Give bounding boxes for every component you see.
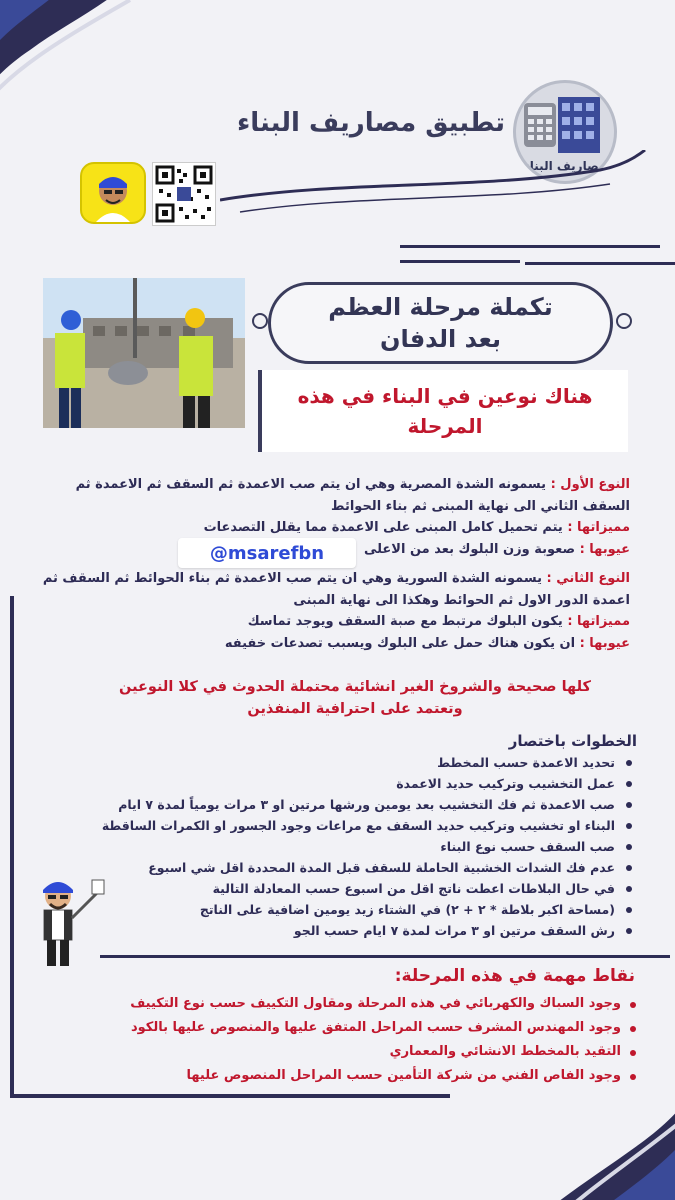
type-two-pros bbox=[40, 611, 630, 633]
type-two-label: النوع الثاني : bbox=[546, 571, 630, 586]
type-one-pros bbox=[40, 517, 630, 539]
logo-caption: مصاريف البناء bbox=[523, 159, 607, 173]
list-item: وجود الفاص الفني من شركة التأمين حسب المراحل المنصوص عليها bbox=[79, 1064, 639, 1088]
list-item: التقيد بالمخطط الانشائي والمعماري bbox=[79, 1040, 639, 1064]
important-title: نقاط مهمة في هذه المرحلة: bbox=[394, 966, 635, 986]
social-handle-link[interactable]: @msarefbn bbox=[178, 538, 356, 568]
type-one-paragraph bbox=[40, 474, 630, 517]
list-item: وجود السباك والكهربائي في هذه المرحلة ومقاول التكييف حسب نوع التكييف bbox=[79, 992, 639, 1016]
corner-wave-decoration-bottom bbox=[525, 1090, 675, 1200]
snapchat-icon[interactable] bbox=[80, 162, 146, 224]
pros-text: يكون البلوك مرتبط مع صبة السقف ويوجد تماسك bbox=[247, 614, 568, 629]
cons-text: صعوبة وزن البلوك بعد من الاعلى bbox=[363, 541, 580, 557]
list-item: صب الاعمدة ثم فك التخشيب بعد يومين ورشها مرتين او ٣ مرات يومياً لمدة ٧ ايام bbox=[115, 794, 635, 815]
list-item: تحديد الاعمدة حسب المخطط bbox=[115, 752, 635, 773]
frame-line-bottom bbox=[10, 1094, 450, 1098]
cons-label: عيوبها : bbox=[579, 541, 630, 557]
frame-line-top-right bbox=[525, 262, 675, 265]
list-item: البناء او تخشيب وتركيب حديد السقف مع مراعات وجود الجسور او الكمرات الساقطة bbox=[115, 815, 635, 836]
warning-note: كلها صحيحة والشروخ الغير انشائية محتملة الحدوث في كلا النوعين وتعتمد على احترافية المنفذين bbox=[119, 679, 591, 717]
list-item: عمل التخشيب وتركيب حديد الاعمدة bbox=[115, 773, 635, 794]
frame-line-left bbox=[10, 596, 14, 1096]
qr-code-icon[interactable] bbox=[152, 162, 216, 226]
type-two-text: يسمونه الشدة السورية وهي ان يتم صب الاعمدة ثم بناء الحوائط ثم السقف ثم اعمدة الدور الاول ثم الحوائط وهكذا الى نهاية المبنى bbox=[42, 571, 630, 608]
type-one-text: يسمونه الشدة المصرية وهي ان يتم صب الاعمدة ثم السقف ثم الاعمدة ثم السقف الثاني الى نهاية المبنى ثم بناء الحوائط bbox=[75, 477, 630, 514]
types-banner bbox=[258, 370, 628, 452]
list-item: صب السقف حسب نوع البناء bbox=[115, 836, 635, 857]
pill-knob-left bbox=[252, 313, 268, 329]
header-decorative-lines bbox=[220, 150, 660, 280]
cons-label: عيوبها : bbox=[579, 635, 630, 651]
engineer-mascot-icon bbox=[28, 872, 108, 972]
list-item: في حال البلاطات اعطت ناتج اقل من اسبوع حسب المعادلة التالية bbox=[115, 878, 635, 899]
type-two-paragraph bbox=[40, 568, 630, 611]
list-item: عدم فك الشدات الخشبية الحاملة للسقف قبل المدة المحددة اقل شي اسبوع bbox=[115, 857, 635, 878]
list-item: رش السقف مرتين او ٣ مرات لمدة ٧ ايام حسب الجو bbox=[115, 920, 635, 941]
types-banner-text: هناك نوعين في البناء في هذه المرحلة bbox=[297, 384, 593, 438]
cons-text: ان يكون هناك حمل على البلوك ويسبب تصدعات خفيفه bbox=[224, 635, 580, 651]
pros-label: مميزاتها : bbox=[567, 614, 630, 629]
divider-line bbox=[100, 955, 670, 958]
corner-wave-decoration bbox=[0, 0, 150, 110]
pill-knob-right-outer bbox=[616, 313, 632, 329]
pros-text: يتم تحميل كامل المبنى على الاعمدة مما يقلل التصدعات bbox=[203, 520, 568, 535]
type-two-cons bbox=[40, 633, 630, 655]
steps-title: الخطوات باختصار bbox=[508, 732, 637, 750]
steps-list bbox=[101, 752, 635, 941]
section-title bbox=[268, 282, 613, 364]
section-title-text: تكملة مرحلة العظم بعد الدفان bbox=[328, 292, 553, 353]
list-item: (مساحة اكبر بلاطة * ٢ + ٢) في الشتاء زيد يومين اضافية على الناتج bbox=[115, 899, 635, 920]
list-item: وجود المهندس المشرف حسب المراحل المتفق عليها والمنصوص عليها بالكود bbox=[79, 1016, 639, 1040]
app-title: تطبيق مصاريف البناء bbox=[237, 108, 505, 138]
pros-label: مميزاتها : bbox=[567, 520, 630, 535]
type-one-label: النوع الأول : bbox=[550, 477, 630, 492]
important-list bbox=[79, 992, 639, 1088]
construction-photo bbox=[43, 278, 245, 428]
